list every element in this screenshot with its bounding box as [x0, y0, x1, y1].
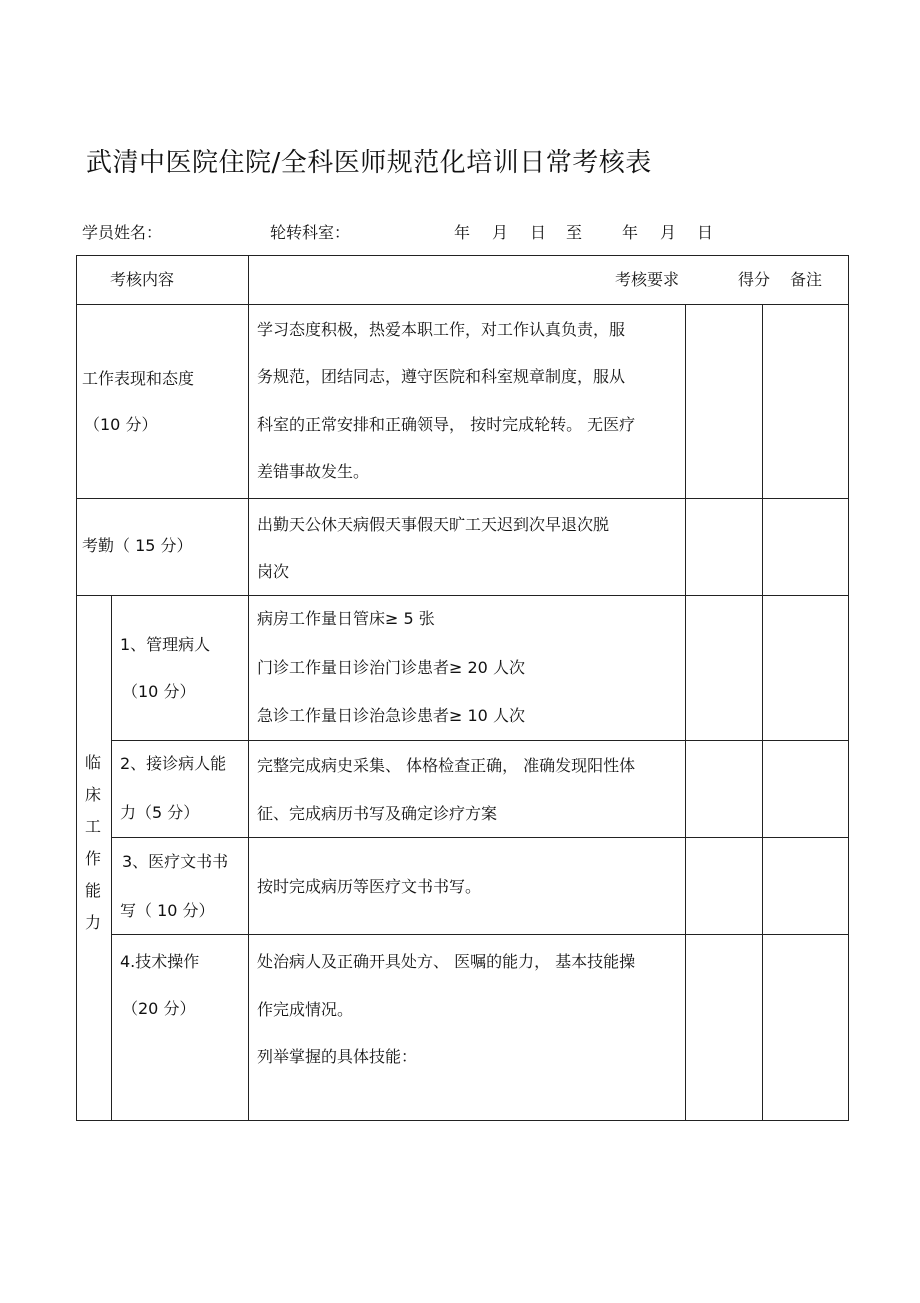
- manage-points: （10 分）: [122, 682, 196, 701]
- row-line: [76, 595, 849, 596]
- attitude-req-line: 科室的正常安排和正确领导， 按时完成轮转。 无医疗: [257, 415, 636, 434]
- skills-item: 4.技术操作: [120, 952, 200, 971]
- attendance-item: 考勤（ 15 分）: [82, 536, 193, 555]
- manage-item: 1、管理病人: [120, 635, 211, 654]
- column-divider: [248, 255, 249, 1121]
- manage-req-line: 门诊工作量日诊治门诊患者≥ 20 人次: [257, 658, 525, 677]
- records-points: 写（ 10 分）: [120, 901, 215, 920]
- clinical-group-char: 临: [85, 753, 102, 772]
- attitude-item: 工作表现和态度: [82, 369, 195, 388]
- manage-req-line: 病房工作量日管床≥ 5 张: [257, 609, 435, 628]
- date-month-1: 月: [492, 223, 509, 242]
- clinical-group-char: 床: [85, 785, 102, 804]
- attitude-points: （10 分）: [84, 415, 158, 434]
- date-month-2: 月: [660, 223, 677, 242]
- attitude-req-line: 差错事故发生。: [257, 462, 370, 481]
- student-name-label: 学员姓名：: [82, 223, 163, 242]
- admission-req-line: 征、完成病历书写及确定诊疗方案: [257, 804, 498, 823]
- column-divider: [685, 304, 686, 1121]
- admission-item: 2、接诊病人能: [120, 754, 227, 773]
- clinical-group-char: 力: [85, 913, 102, 932]
- assessment-table: [76, 255, 849, 1121]
- row-line: [111, 934, 849, 935]
- rotation-dept-label: 轮转科室：: [270, 223, 351, 242]
- attitude-req-line: 务规范，团结同志，遵守医院和科室规章制度，服从: [257, 367, 626, 386]
- header-score: 得分: [738, 270, 771, 289]
- date-to: 至: [566, 223, 583, 242]
- group-divider: [111, 595, 112, 1121]
- date-year-2: 年: [622, 223, 639, 242]
- table-border-right: [848, 255, 849, 1121]
- header-requirement: 考核要求: [615, 270, 680, 289]
- skills-points: （20 分）: [122, 999, 196, 1018]
- date-day-2: 日: [697, 223, 714, 242]
- page-title: 武清中医院住院/全科医师规范化培训日常考核表: [86, 148, 652, 178]
- attendance-req-line: 岗次: [257, 562, 290, 581]
- table-border-left: [76, 255, 77, 1121]
- manage-req-line: 急诊工作量日诊治急诊患者≥ 10 人次: [257, 706, 525, 725]
- skills-req-line: 作完成情况。: [257, 1000, 354, 1019]
- skills-req-line: 列举掌握的具体技能：: [257, 1047, 418, 1066]
- date-year-1: 年: [454, 223, 471, 242]
- header-bottom-line: [76, 304, 849, 305]
- table-border-top: [76, 255, 849, 256]
- attendance-req-line: 出勤天公休天病假天事假天旷工天迟到次早退次脱: [257, 515, 610, 534]
- clinical-group-char: 工: [85, 817, 102, 836]
- column-divider: [762, 304, 763, 1121]
- clinical-group-char: 作: [85, 849, 102, 868]
- header-content: 考核内容: [110, 270, 175, 289]
- admission-req-line: 完整完成病史采集、 体格检查正确， 准确发现阳性体: [257, 756, 636, 775]
- table-border-bottom: [76, 1120, 849, 1121]
- row-line: [76, 498, 849, 499]
- clinical-group-char: 能: [85, 881, 102, 900]
- attitude-req-line: 学习态度积极，热爱本职工作，对工作认真负责，服: [257, 320, 626, 339]
- row-line: [111, 740, 849, 741]
- skills-req-line: 处治病人及正确开具处方、 医嘱的能力， 基本技能操: [257, 952, 636, 971]
- records-item: 3、医疗文书书: [122, 852, 229, 871]
- records-req-line: 按时完成病历等医疗文书书写。: [257, 877, 482, 896]
- admission-points: 力（5 分）: [120, 803, 200, 822]
- date-day-1: 日: [530, 223, 547, 242]
- row-line: [111, 837, 849, 838]
- header-remark: 备注: [790, 270, 823, 289]
